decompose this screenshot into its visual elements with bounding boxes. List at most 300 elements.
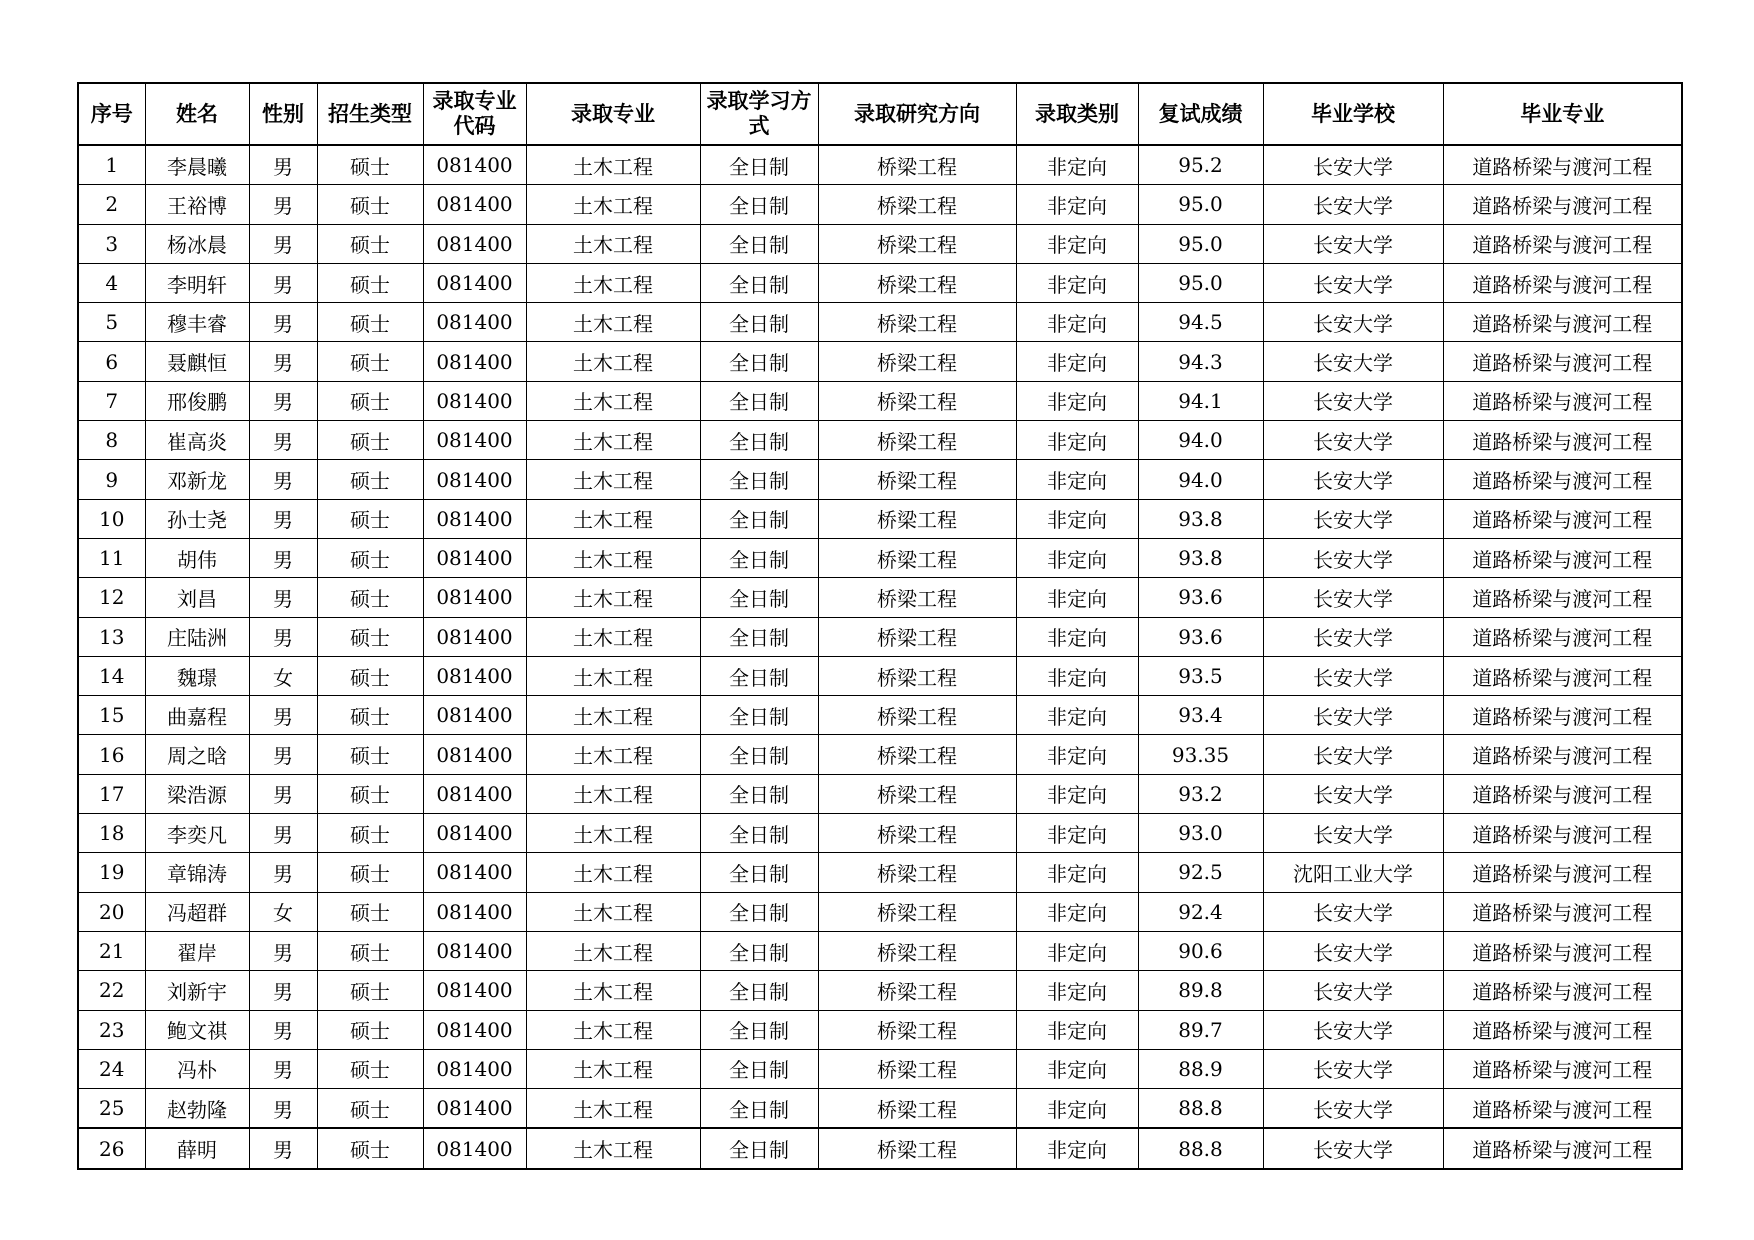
cell-major-code: 081400 bbox=[423, 853, 526, 892]
cell-name: 胡伟 bbox=[145, 538, 249, 577]
cell-enrollment-type: 硕士 bbox=[317, 538, 423, 577]
cell-gender: 女 bbox=[249, 656, 317, 695]
cell-graduate-school: 长安大学 bbox=[1263, 774, 1443, 813]
cell-index: 2 bbox=[78, 185, 145, 224]
cell-study-mode: 全日制 bbox=[700, 892, 818, 931]
cell-gender: 男 bbox=[249, 971, 317, 1010]
cell-research-direction: 桥梁工程 bbox=[818, 735, 1016, 774]
cell-index: 22 bbox=[78, 971, 145, 1010]
cell-research-direction: 桥梁工程 bbox=[818, 342, 1016, 381]
cell-enrollment-type: 硕士 bbox=[317, 421, 423, 460]
cell-index: 11 bbox=[78, 538, 145, 577]
cell-study-mode: 全日制 bbox=[700, 263, 818, 302]
cell-research-direction: 桥梁工程 bbox=[818, 578, 1016, 617]
cell-study-mode: 全日制 bbox=[700, 224, 818, 263]
cell-gender: 男 bbox=[249, 1010, 317, 1049]
cell-graduate-major: 道路桥梁与渡河工程 bbox=[1443, 617, 1682, 656]
cell-gender: 男 bbox=[249, 421, 317, 460]
cell-major-code: 081400 bbox=[423, 1049, 526, 1088]
cell-major-code: 081400 bbox=[423, 578, 526, 617]
cell-major: 土木工程 bbox=[526, 381, 700, 420]
cell-study-mode: 全日制 bbox=[700, 1128, 818, 1168]
table-row bbox=[78, 814, 1682, 853]
cell-study-mode: 全日制 bbox=[700, 538, 818, 577]
cell-category: 非定向 bbox=[1016, 381, 1138, 420]
header-enrollment-type: 招生类型 bbox=[317, 83, 423, 145]
cell-study-mode: 全日制 bbox=[700, 145, 818, 185]
cell-index: 21 bbox=[78, 931, 145, 970]
cell-study-mode: 全日制 bbox=[700, 696, 818, 735]
cell-graduate-major: 道路桥梁与渡河工程 bbox=[1443, 421, 1682, 460]
cell-name: 孙士尧 bbox=[145, 499, 249, 538]
cell-study-mode: 全日制 bbox=[700, 381, 818, 420]
cell-research-direction: 桥梁工程 bbox=[818, 617, 1016, 656]
cell-enrollment-type: 硕士 bbox=[317, 224, 423, 263]
cell-enrollment-type: 硕士 bbox=[317, 303, 423, 342]
cell-retest-score: 95.0 bbox=[1138, 224, 1263, 263]
cell-major: 土木工程 bbox=[526, 892, 700, 931]
cell-index: 1 bbox=[78, 145, 145, 185]
cell-category: 非定向 bbox=[1016, 499, 1138, 538]
cell-retest-score: 93.35 bbox=[1138, 735, 1263, 774]
cell-major-code: 081400 bbox=[423, 814, 526, 853]
cell-category: 非定向 bbox=[1016, 735, 1138, 774]
table-row bbox=[78, 892, 1682, 931]
cell-study-mode: 全日制 bbox=[700, 1010, 818, 1049]
cell-name: 鲍文祺 bbox=[145, 1010, 249, 1049]
cell-gender: 男 bbox=[249, 578, 317, 617]
cell-name: 刘昌 bbox=[145, 578, 249, 617]
cell-major-code: 081400 bbox=[423, 656, 526, 695]
cell-enrollment-type: 硕士 bbox=[317, 617, 423, 656]
cell-research-direction: 桥梁工程 bbox=[818, 1049, 1016, 1088]
cell-major: 土木工程 bbox=[526, 1010, 700, 1049]
cell-study-mode: 全日制 bbox=[700, 735, 818, 774]
cell-graduate-major: 道路桥梁与渡河工程 bbox=[1443, 303, 1682, 342]
header-graduate-major: 毕业专业 bbox=[1443, 83, 1682, 145]
cell-index: 19 bbox=[78, 853, 145, 892]
cell-index: 13 bbox=[78, 617, 145, 656]
cell-name: 冯朴 bbox=[145, 1049, 249, 1088]
cell-research-direction: 桥梁工程 bbox=[818, 853, 1016, 892]
cell-category: 非定向 bbox=[1016, 342, 1138, 381]
table-row bbox=[78, 931, 1682, 970]
cell-name: 崔高炎 bbox=[145, 421, 249, 460]
table-row bbox=[78, 735, 1682, 774]
table-row bbox=[78, 1128, 1682, 1168]
cell-index: 14 bbox=[78, 656, 145, 695]
cell-graduate-major: 道路桥梁与渡河工程 bbox=[1443, 735, 1682, 774]
cell-name: 冯超群 bbox=[145, 892, 249, 931]
cell-major: 土木工程 bbox=[526, 342, 700, 381]
header-retest-score: 复试成绩 bbox=[1138, 83, 1263, 145]
cell-graduate-major: 道路桥梁与渡河工程 bbox=[1443, 1010, 1682, 1049]
cell-graduate-school: 长安大学 bbox=[1263, 971, 1443, 1010]
cell-major: 土木工程 bbox=[526, 971, 700, 1010]
table-body bbox=[78, 145, 1682, 1169]
cell-major: 土木工程 bbox=[526, 538, 700, 577]
cell-gender: 男 bbox=[249, 814, 317, 853]
cell-retest-score: 88.8 bbox=[1138, 1128, 1263, 1168]
cell-graduate-school: 长安大学 bbox=[1263, 1049, 1443, 1088]
cell-major-code: 081400 bbox=[423, 617, 526, 656]
cell-gender: 男 bbox=[249, 1049, 317, 1088]
cell-major: 土木工程 bbox=[526, 617, 700, 656]
cell-study-mode: 全日制 bbox=[700, 578, 818, 617]
cell-study-mode: 全日制 bbox=[700, 421, 818, 460]
cell-retest-score: 92.4 bbox=[1138, 892, 1263, 931]
cell-category: 非定向 bbox=[1016, 460, 1138, 499]
cell-name: 穆丰睿 bbox=[145, 303, 249, 342]
cell-name: 李晨曦 bbox=[145, 145, 249, 185]
table-row bbox=[78, 774, 1682, 813]
cell-enrollment-type: 硕士 bbox=[317, 1089, 423, 1129]
cell-research-direction: 桥梁工程 bbox=[818, 971, 1016, 1010]
cell-graduate-school: 长安大学 bbox=[1263, 892, 1443, 931]
cell-graduate-school: 长安大学 bbox=[1263, 735, 1443, 774]
cell-study-mode: 全日制 bbox=[700, 814, 818, 853]
cell-retest-score: 92.5 bbox=[1138, 853, 1263, 892]
cell-graduate-school: 长安大学 bbox=[1263, 224, 1443, 263]
cell-name: 魏璟 bbox=[145, 656, 249, 695]
cell-major: 土木工程 bbox=[526, 303, 700, 342]
header-gender: 性别 bbox=[249, 83, 317, 145]
cell-major: 土木工程 bbox=[526, 696, 700, 735]
cell-index: 9 bbox=[78, 460, 145, 499]
cell-retest-score: 89.8 bbox=[1138, 971, 1263, 1010]
cell-graduate-school: 长安大学 bbox=[1263, 696, 1443, 735]
cell-major-code: 081400 bbox=[423, 1089, 526, 1129]
cell-index: 6 bbox=[78, 342, 145, 381]
cell-enrollment-type: 硕士 bbox=[317, 1010, 423, 1049]
cell-index: 5 bbox=[78, 303, 145, 342]
cell-graduate-major: 道路桥梁与渡河工程 bbox=[1443, 263, 1682, 302]
cell-index: 4 bbox=[78, 263, 145, 302]
cell-enrollment-type: 硕士 bbox=[317, 931, 423, 970]
cell-study-mode: 全日制 bbox=[700, 460, 818, 499]
cell-study-mode: 全日制 bbox=[700, 342, 818, 381]
cell-major-code: 081400 bbox=[423, 538, 526, 577]
cell-index: 26 bbox=[78, 1128, 145, 1168]
cell-graduate-major: 道路桥梁与渡河工程 bbox=[1443, 1049, 1682, 1088]
cell-category: 非定向 bbox=[1016, 578, 1138, 617]
cell-name: 李明轩 bbox=[145, 263, 249, 302]
cell-major-code: 081400 bbox=[423, 735, 526, 774]
cell-study-mode: 全日制 bbox=[700, 774, 818, 813]
cell-enrollment-type: 硕士 bbox=[317, 499, 423, 538]
cell-graduate-school: 长安大学 bbox=[1263, 342, 1443, 381]
cell-retest-score: 88.9 bbox=[1138, 1049, 1263, 1088]
cell-gender: 男 bbox=[249, 617, 317, 656]
cell-major: 土木工程 bbox=[526, 853, 700, 892]
cell-enrollment-type: 硕士 bbox=[317, 814, 423, 853]
cell-major: 土木工程 bbox=[526, 185, 700, 224]
cell-major-code: 081400 bbox=[423, 263, 526, 302]
cell-gender: 女 bbox=[249, 892, 317, 931]
cell-major-code: 081400 bbox=[423, 421, 526, 460]
cell-enrollment-type: 硕士 bbox=[317, 853, 423, 892]
cell-major: 土木工程 bbox=[526, 1089, 700, 1129]
cell-category: 非定向 bbox=[1016, 303, 1138, 342]
cell-graduate-major: 道路桥梁与渡河工程 bbox=[1443, 460, 1682, 499]
cell-graduate-school: 长安大学 bbox=[1263, 263, 1443, 302]
table-row bbox=[78, 1089, 1682, 1129]
cell-graduate-major: 道路桥梁与渡河工程 bbox=[1443, 381, 1682, 420]
cell-graduate-school: 长安大学 bbox=[1263, 1089, 1443, 1129]
cell-gender: 男 bbox=[249, 735, 317, 774]
cell-research-direction: 桥梁工程 bbox=[818, 1128, 1016, 1168]
cell-major-code: 081400 bbox=[423, 696, 526, 735]
cell-enrollment-type: 硕士 bbox=[317, 892, 423, 931]
cell-enrollment-type: 硕士 bbox=[317, 342, 423, 381]
cell-index: 23 bbox=[78, 1010, 145, 1049]
cell-research-direction: 桥梁工程 bbox=[818, 1089, 1016, 1129]
table-row bbox=[78, 499, 1682, 538]
header-row bbox=[78, 83, 1682, 145]
cell-graduate-major: 道路桥梁与渡河工程 bbox=[1443, 538, 1682, 577]
cell-name: 薛明 bbox=[145, 1128, 249, 1168]
cell-major: 土木工程 bbox=[526, 263, 700, 302]
cell-graduate-school: 长安大学 bbox=[1263, 460, 1443, 499]
cell-graduate-school: 长安大学 bbox=[1263, 185, 1443, 224]
cell-index: 17 bbox=[78, 774, 145, 813]
cell-category: 非定向 bbox=[1016, 774, 1138, 813]
cell-major: 土木工程 bbox=[526, 224, 700, 263]
cell-retest-score: 93.8 bbox=[1138, 499, 1263, 538]
cell-name: 王裕博 bbox=[145, 185, 249, 224]
cell-graduate-major: 道路桥梁与渡河工程 bbox=[1443, 853, 1682, 892]
cell-major: 土木工程 bbox=[526, 499, 700, 538]
cell-graduate-school: 长安大学 bbox=[1263, 499, 1443, 538]
cell-enrollment-type: 硕士 bbox=[317, 774, 423, 813]
cell-graduate-major: 道路桥梁与渡河工程 bbox=[1443, 931, 1682, 970]
cell-major-code: 081400 bbox=[423, 1010, 526, 1049]
cell-enrollment-type: 硕士 bbox=[317, 1128, 423, 1168]
cell-research-direction: 桥梁工程 bbox=[818, 185, 1016, 224]
cell-category: 非定向 bbox=[1016, 892, 1138, 931]
cell-study-mode: 全日制 bbox=[700, 1089, 818, 1129]
cell-major-code: 081400 bbox=[423, 303, 526, 342]
cell-research-direction: 桥梁工程 bbox=[818, 460, 1016, 499]
table-row bbox=[78, 538, 1682, 577]
cell-research-direction: 桥梁工程 bbox=[818, 1010, 1016, 1049]
cell-gender: 男 bbox=[249, 1089, 317, 1129]
cell-graduate-school: 长安大学 bbox=[1263, 1128, 1443, 1168]
cell-gender: 男 bbox=[249, 185, 317, 224]
cell-category: 非定向 bbox=[1016, 971, 1138, 1010]
cell-research-direction: 桥梁工程 bbox=[818, 381, 1016, 420]
cell-retest-score: 95.0 bbox=[1138, 263, 1263, 302]
cell-retest-score: 93.2 bbox=[1138, 774, 1263, 813]
cell-graduate-major: 道路桥梁与渡河工程 bbox=[1443, 892, 1682, 931]
cell-major-code: 081400 bbox=[423, 185, 526, 224]
cell-research-direction: 桥梁工程 bbox=[818, 696, 1016, 735]
cell-category: 非定向 bbox=[1016, 538, 1138, 577]
cell-graduate-major: 道路桥梁与渡河工程 bbox=[1443, 656, 1682, 695]
cell-gender: 男 bbox=[249, 696, 317, 735]
cell-index: 16 bbox=[78, 735, 145, 774]
cell-graduate-major: 道路桥梁与渡河工程 bbox=[1443, 696, 1682, 735]
header-major-code: 录取专业代码 bbox=[423, 83, 526, 145]
cell-research-direction: 桥梁工程 bbox=[818, 774, 1016, 813]
cell-name: 翟岸 bbox=[145, 931, 249, 970]
cell-category: 非定向 bbox=[1016, 853, 1138, 892]
cell-retest-score: 90.6 bbox=[1138, 931, 1263, 970]
cell-research-direction: 桥梁工程 bbox=[818, 931, 1016, 970]
cell-retest-score: 95.2 bbox=[1138, 145, 1263, 185]
cell-graduate-school: 长安大学 bbox=[1263, 538, 1443, 577]
cell-major-code: 081400 bbox=[423, 342, 526, 381]
table-row bbox=[78, 421, 1682, 460]
cell-research-direction: 桥梁工程 bbox=[818, 145, 1016, 185]
cell-gender: 男 bbox=[249, 1128, 317, 1168]
cell-research-direction: 桥梁工程 bbox=[818, 892, 1016, 931]
cell-study-mode: 全日制 bbox=[700, 303, 818, 342]
admission-table bbox=[77, 82, 1683, 1170]
header-research-direction: 录取研究方向 bbox=[818, 83, 1016, 145]
cell-retest-score: 93.0 bbox=[1138, 814, 1263, 853]
cell-major-code: 081400 bbox=[423, 460, 526, 499]
cell-graduate-major: 道路桥梁与渡河工程 bbox=[1443, 814, 1682, 853]
cell-major-code: 081400 bbox=[423, 499, 526, 538]
cell-name: 李奕凡 bbox=[145, 814, 249, 853]
cell-name: 聂麒恒 bbox=[145, 342, 249, 381]
cell-research-direction: 桥梁工程 bbox=[818, 814, 1016, 853]
cell-major: 土木工程 bbox=[526, 774, 700, 813]
cell-graduate-major: 道路桥梁与渡河工程 bbox=[1443, 578, 1682, 617]
cell-gender: 男 bbox=[249, 342, 317, 381]
cell-major-code: 081400 bbox=[423, 931, 526, 970]
cell-category: 非定向 bbox=[1016, 185, 1138, 224]
header-name: 姓名 bbox=[145, 83, 249, 145]
cell-enrollment-type: 硕士 bbox=[317, 460, 423, 499]
cell-retest-score: 88.8 bbox=[1138, 1089, 1263, 1129]
cell-category: 非定向 bbox=[1016, 1089, 1138, 1129]
header-major: 录取专业 bbox=[526, 83, 700, 145]
cell-category: 非定向 bbox=[1016, 224, 1138, 263]
cell-name: 杨冰晨 bbox=[145, 224, 249, 263]
table-row bbox=[78, 656, 1682, 695]
table-row bbox=[78, 224, 1682, 263]
cell-gender: 男 bbox=[249, 303, 317, 342]
cell-category: 非定向 bbox=[1016, 696, 1138, 735]
table-row bbox=[78, 578, 1682, 617]
cell-graduate-school: 长安大学 bbox=[1263, 303, 1443, 342]
cell-retest-score: 94.5 bbox=[1138, 303, 1263, 342]
cell-graduate-major: 道路桥梁与渡河工程 bbox=[1443, 342, 1682, 381]
cell-enrollment-type: 硕士 bbox=[317, 735, 423, 774]
cell-major-code: 081400 bbox=[423, 971, 526, 1010]
cell-name: 曲嘉程 bbox=[145, 696, 249, 735]
table-row bbox=[78, 460, 1682, 499]
cell-graduate-major: 道路桥梁与渡河工程 bbox=[1443, 145, 1682, 185]
table-row bbox=[78, 303, 1682, 342]
cell-retest-score: 95.0 bbox=[1138, 185, 1263, 224]
cell-gender: 男 bbox=[249, 381, 317, 420]
cell-retest-score: 94.1 bbox=[1138, 381, 1263, 420]
cell-graduate-school: 长安大学 bbox=[1263, 617, 1443, 656]
cell-enrollment-type: 硕士 bbox=[317, 381, 423, 420]
cell-graduate-major: 道路桥梁与渡河工程 bbox=[1443, 499, 1682, 538]
cell-major-code: 081400 bbox=[423, 1128, 526, 1168]
table-header bbox=[78, 83, 1682, 145]
cell-graduate-major: 道路桥梁与渡河工程 bbox=[1443, 1128, 1682, 1168]
cell-index: 24 bbox=[78, 1049, 145, 1088]
cell-gender: 男 bbox=[249, 774, 317, 813]
cell-study-mode: 全日制 bbox=[700, 931, 818, 970]
cell-research-direction: 桥梁工程 bbox=[818, 538, 1016, 577]
cell-category: 非定向 bbox=[1016, 263, 1138, 302]
cell-major: 土木工程 bbox=[526, 421, 700, 460]
table-row bbox=[78, 263, 1682, 302]
cell-graduate-school: 沈阳工业大学 bbox=[1263, 853, 1443, 892]
cell-gender: 男 bbox=[249, 145, 317, 185]
cell-major-code: 081400 bbox=[423, 145, 526, 185]
table-row bbox=[78, 381, 1682, 420]
cell-category: 非定向 bbox=[1016, 1049, 1138, 1088]
cell-research-direction: 桥梁工程 bbox=[818, 224, 1016, 263]
cell-graduate-major: 道路桥梁与渡河工程 bbox=[1443, 224, 1682, 263]
cell-major-code: 081400 bbox=[423, 381, 526, 420]
cell-research-direction: 桥梁工程 bbox=[818, 656, 1016, 695]
cell-retest-score: 94.0 bbox=[1138, 460, 1263, 499]
cell-major-code: 081400 bbox=[423, 774, 526, 813]
cell-index: 3 bbox=[78, 224, 145, 263]
cell-gender: 男 bbox=[249, 931, 317, 970]
cell-name: 周之晗 bbox=[145, 735, 249, 774]
cell-name: 赵勃隆 bbox=[145, 1089, 249, 1129]
cell-retest-score: 93.6 bbox=[1138, 578, 1263, 617]
cell-research-direction: 桥梁工程 bbox=[818, 263, 1016, 302]
table-row bbox=[78, 1049, 1682, 1088]
cell-name: 邓新龙 bbox=[145, 460, 249, 499]
cell-gender: 男 bbox=[249, 460, 317, 499]
cell-gender: 男 bbox=[249, 538, 317, 577]
header-study-mode: 录取学习方式 bbox=[700, 83, 818, 145]
table-row bbox=[78, 1010, 1682, 1049]
cell-major: 土木工程 bbox=[526, 931, 700, 970]
cell-graduate-school: 长安大学 bbox=[1263, 814, 1443, 853]
cell-name: 庄陆洲 bbox=[145, 617, 249, 656]
cell-study-mode: 全日制 bbox=[700, 853, 818, 892]
table-row bbox=[78, 145, 1682, 185]
cell-name: 梁浩源 bbox=[145, 774, 249, 813]
cell-graduate-school: 长安大学 bbox=[1263, 931, 1443, 970]
cell-enrollment-type: 硕士 bbox=[317, 1049, 423, 1088]
cell-category: 非定向 bbox=[1016, 1010, 1138, 1049]
cell-study-mode: 全日制 bbox=[700, 617, 818, 656]
cell-research-direction: 桥梁工程 bbox=[818, 499, 1016, 538]
cell-study-mode: 全日制 bbox=[700, 185, 818, 224]
cell-index: 12 bbox=[78, 578, 145, 617]
cell-retest-score: 94.0 bbox=[1138, 421, 1263, 460]
cell-gender: 男 bbox=[249, 263, 317, 302]
cell-graduate-school: 长安大学 bbox=[1263, 421, 1443, 460]
cell-enrollment-type: 硕士 bbox=[317, 263, 423, 302]
cell-gender: 男 bbox=[249, 499, 317, 538]
header-category: 录取类别 bbox=[1016, 83, 1138, 145]
cell-major: 土木工程 bbox=[526, 735, 700, 774]
cell-index: 15 bbox=[78, 696, 145, 735]
cell-major: 土木工程 bbox=[526, 578, 700, 617]
cell-category: 非定向 bbox=[1016, 931, 1138, 970]
cell-index: 20 bbox=[78, 892, 145, 931]
cell-retest-score: 93.5 bbox=[1138, 656, 1263, 695]
cell-major-code: 081400 bbox=[423, 224, 526, 263]
cell-major: 土木工程 bbox=[526, 814, 700, 853]
table-row bbox=[78, 853, 1682, 892]
cell-enrollment-type: 硕士 bbox=[317, 185, 423, 224]
